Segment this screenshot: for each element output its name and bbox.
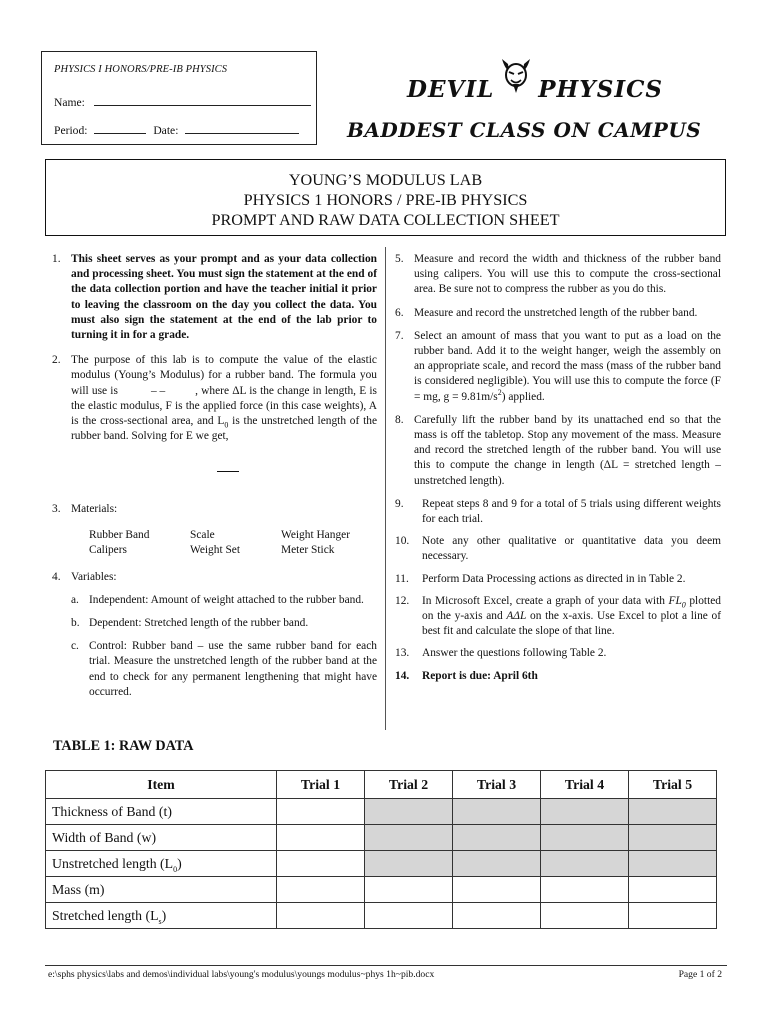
- data-cell[interactable]: [629, 851, 717, 877]
- instruction-number: 11.: [395, 572, 409, 585]
- data-cell[interactable]: [453, 799, 541, 825]
- table-row: [46, 877, 717, 903]
- row-label: Thickness of Band (t): [46, 799, 277, 825]
- instruction-text: In Microsoft Excel, create a graph of your data with: [422, 594, 669, 607]
- table-row: [46, 903, 717, 929]
- table-row: [46, 799, 717, 825]
- material-item: Weight Set: [190, 543, 241, 556]
- instruction-3: [52, 502, 377, 517]
- title-box: [45, 159, 726, 236]
- subitem-letter: a.: [71, 593, 79, 606]
- data-cell[interactable]: [541, 851, 629, 877]
- data-cell[interactable]: [541, 903, 629, 929]
- instruction-number: 7.: [395, 329, 404, 342]
- subscript: 0: [173, 864, 178, 874]
- footer-file-path: e:\sphs physics\labs and demos\individual labs\young's modulus\youngs modulus~phys 1h~pib.docx: [48, 969, 435, 980]
- date-label: Date:: [153, 124, 179, 137]
- row-label: [46, 851, 277, 877]
- instruction-number: 5.: [395, 253, 404, 265]
- column-header: Item: [46, 771, 277, 799]
- instruction-10: [395, 534, 721, 564]
- instruction-text: The purpose of this lab is to compute the value of the elastic modulus (Young’s Modulus) for a rubber band. The formula you will use is: [71, 354, 377, 397]
- data-cell[interactable]: [629, 903, 717, 929]
- left-column: [52, 252, 377, 708]
- date-field[interactable]: [185, 122, 299, 134]
- data-cell[interactable]: [365, 825, 453, 851]
- superscript: 2: [497, 387, 502, 397]
- instruction-text: Report is due: April 6th: [422, 669, 538, 682]
- name-label: Name:: [54, 96, 85, 109]
- materials-list: [89, 528, 377, 558]
- table-title: TABLE 1: RAW DATA: [53, 738, 194, 754]
- instruction-7: [395, 329, 721, 405]
- devil-physics-logo: [345, 60, 705, 155]
- material-item: Rubber Band: [89, 528, 150, 541]
- name-field[interactable]: [94, 94, 311, 106]
- subscript: 0: [681, 600, 686, 610]
- data-cell[interactable]: [629, 877, 717, 903]
- instruction-text: Measure and record the width and thickness of the rubber band using calipers. You will use this to compute the cross-sectional area. Be sure not to compress the rubber as you do this.: [414, 253, 721, 296]
- instruction-text: Repeat steps 8 and 9 for a total of 5 trials using different weights for each trial.: [422, 497, 721, 526]
- instruction-2: [52, 353, 377, 494]
- instruction-text: Answer the questions following Table 2.: [422, 647, 607, 660]
- instruction-number: 6.: [395, 306, 404, 319]
- instruction-number: 3.: [52, 503, 61, 516]
- fl-symbol: FL: [668, 594, 682, 607]
- instruction-1: [52, 252, 377, 343]
- instruction-number: 2.: [52, 354, 61, 367]
- column-header: Trial 3: [453, 771, 541, 799]
- instruction-11: [395, 572, 721, 587]
- instruction-number: 4.: [52, 570, 61, 583]
- devil-mascot-icon: [496, 55, 536, 95]
- footer-divider: [45, 965, 727, 966]
- instruction-number: 13.: [395, 647, 410, 660]
- instruction-text-mid: plotted on the y-axis and: [422, 594, 721, 623]
- variable-dependent: [71, 616, 377, 631]
- title-line-3: PROMPT AND RAW DATA COLLECTION SHEET: [211, 211, 560, 229]
- footer-page-number: Page 1 of 2: [678, 969, 722, 980]
- row-label: Width of Band (w): [46, 825, 277, 851]
- instruction-text: Measure and record the unstretched length of the rubber band.: [414, 306, 698, 319]
- instruction-14: [395, 669, 721, 684]
- instruction-9: [395, 497, 721, 527]
- material-item: Meter Stick: [281, 543, 335, 556]
- instruction-number: 9.: [395, 497, 404, 510]
- data-cell[interactable]: [541, 799, 629, 825]
- subscript: 0: [224, 420, 229, 430]
- instruction-5: [395, 252, 721, 298]
- instruction-13: [395, 646, 721, 661]
- subitem-text: Independent: Amount of weight attached to the rubber band.: [89, 593, 364, 606]
- data-cell[interactable]: [277, 903, 365, 929]
- logo-title-left: DEVIL: [407, 76, 495, 103]
- column-header: Trial 4: [541, 771, 629, 799]
- student-info-box: [41, 51, 317, 145]
- row-label-end: ): [161, 907, 167, 923]
- table-row: [46, 851, 717, 877]
- row-label: [46, 903, 277, 929]
- logo-subtitle: BADDEST CLASS ON CAMPUS: [347, 118, 702, 142]
- instruction-text: This sheet serves as your prompt and as your data collection and processing sheet. You must sign the statement at the end of the data collection portion and have the teacher initial it prior to leaving the classroom on the day you collect the data. You must also sign the statement at the end of the lab prior to turning it in for a grade.: [71, 253, 377, 342]
- material-item: Scale: [190, 528, 215, 541]
- period-label: Period:: [54, 124, 88, 137]
- data-cell[interactable]: [277, 877, 365, 903]
- data-cell[interactable]: [277, 851, 365, 877]
- raw-data-table: [45, 770, 717, 929]
- adl-symbol: AΔL: [506, 610, 527, 623]
- instruction-6: [395, 306, 721, 321]
- instruction-text: Perform Data Processing actions as directed in in Table 2.: [422, 572, 686, 585]
- data-cell[interactable]: [629, 825, 717, 851]
- column-divider: [385, 247, 386, 730]
- data-cell[interactable]: [629, 799, 717, 825]
- data-cell[interactable]: [453, 851, 541, 877]
- data-cell[interactable]: [541, 877, 629, 903]
- table-header-row: [46, 771, 717, 799]
- row-label-text: Unstretched length (L: [52, 855, 174, 871]
- material-item: Weight Hanger: [281, 528, 350, 541]
- formula-fraction-bar: [217, 471, 239, 494]
- instruction-text: Select an amount of mass that you want to put as a load on the rubber band. Add it to the weight hanger, weigh the assembly on an appropriate scale, and record the mass (mass of the rubber band is considered negligible). You will use this to compute the force (F = mg, g = 9.81m/s: [414, 329, 721, 403]
- instruction-number: 8.: [395, 413, 404, 426]
- column-header: Trial 5: [629, 771, 717, 799]
- data-cell[interactable]: [453, 903, 541, 929]
- instruction-number: 1.: [52, 253, 61, 265]
- instruction-text: Note any other qualitative or quantitative data you deem necessary.: [422, 535, 721, 563]
- row-label: Mass (m): [46, 877, 277, 903]
- subitem-letter: c.: [71, 640, 79, 653]
- variable-control: [71, 639, 377, 700]
- column-header: Trial 1: [277, 771, 365, 799]
- data-cell[interactable]: [365, 799, 453, 825]
- instruction-4: [52, 570, 377, 585]
- name-field-row: [54, 94, 311, 109]
- row-label-text: Stretched length (L: [52, 907, 159, 923]
- instruction-number: 12.: [395, 594, 410, 607]
- data-cell[interactable]: [277, 825, 365, 851]
- instruction-number: 10.: [395, 535, 410, 548]
- instruction-12: [395, 594, 721, 640]
- data-cell[interactable]: [453, 825, 541, 851]
- data-cell[interactable]: [365, 877, 453, 903]
- instruction-text-end: ) applied.: [501, 390, 545, 403]
- logo-title-right: PHYSICS: [538, 76, 663, 103]
- data-cell[interactable]: [365, 851, 453, 877]
- course-label: PHYSICS I HONORS/PRE-IB PHYSICS: [54, 64, 228, 75]
- data-cell[interactable]: [365, 903, 453, 929]
- subitem-text: Control: Rubber band – use the same rubber band for each trial. Measure the unstretched length of the rubber band at the end to check for any permanent lengthening that might have occurred.: [89, 640, 377, 698]
- data-cell[interactable]: [277, 799, 365, 825]
- instruction-text-end: is the unstretched length of the rubber band. Solving for E we get,: [71, 415, 378, 443]
- title-line-1: YOUNG’S MODULUS LAB: [288, 171, 483, 189]
- subitem-letter: b.: [71, 617, 80, 630]
- instruction-8: [395, 413, 721, 489]
- table-row: [46, 825, 717, 851]
- row-label-end: ): [177, 855, 182, 871]
- variable-independent: [71, 593, 377, 608]
- period-date-row: [54, 122, 299, 137]
- instruction-text: Materials:: [71, 503, 118, 516]
- instruction-text: Carefully lift the rubber band by its unattached end so that the mass is off the tabletop. Stop any movement of the mass. Measure and record the stretched length of the rubber band. You will use this to compute the change in length (ΔL = stretched length – unstretched length).: [414, 413, 721, 487]
- data-cell[interactable]: [541, 825, 629, 851]
- formula-placeholder: – –: [151, 384, 166, 397]
- period-field[interactable]: [94, 122, 146, 134]
- right-column: [395, 252, 721, 691]
- title-line-2: PHYSICS 1 HONORS / PRE-IB PHYSICS: [243, 191, 528, 209]
- material-item: Calipers: [89, 543, 127, 556]
- instruction-text-cont: , where ΔL is the change in length, E is the elastic modulus, F is the applied force (in this case weights), A is the cross-sectional area, and L: [71, 384, 377, 428]
- instruction-number: 14.: [395, 669, 410, 682]
- subscript: s: [158, 916, 162, 926]
- instruction-text: Variables:: [71, 570, 117, 583]
- column-header: Trial 2: [365, 771, 453, 799]
- data-cell[interactable]: [453, 877, 541, 903]
- instruction-text-end: on the x-axis. Use Excel to plot a line of best fit and calculate the slope of that line.: [422, 610, 721, 638]
- subitem-text: Dependent: Stretched length of the rubber band.: [89, 617, 309, 630]
